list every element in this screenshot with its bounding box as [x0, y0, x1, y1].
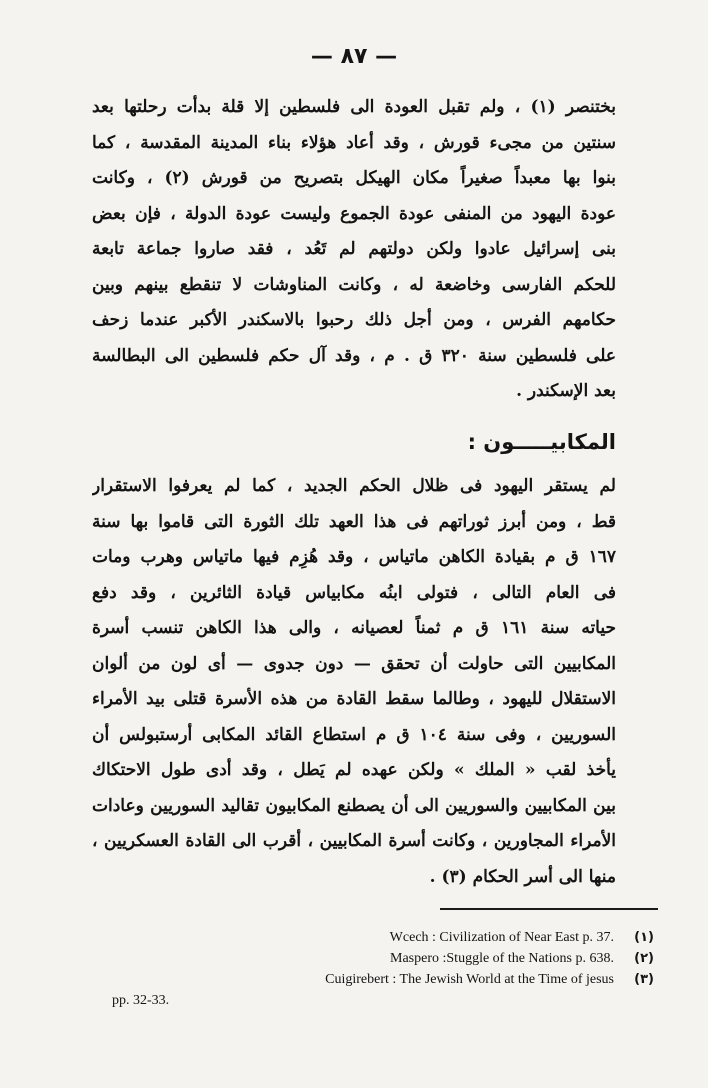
- text-line: فى العام التالى ، فتولى ابنُه مكابياس قيادة الثائرين ، وقد دفع: [92, 582, 616, 603]
- footnote-1: [92, 927, 654, 948]
- footnote-number: (٢): [634, 951, 654, 966]
- text-line: بنوا بها معبداً صغيراً مكان الهيكل بتصريح من قورش (٢) ، وكانت: [92, 168, 616, 188]
- footnote-continuation: pp. 32-33.: [112, 993, 170, 1008]
- page-number: — ٨٧ —: [310, 44, 398, 69]
- text-line: سنتين من مجىء قورش ، وقد أعاد هؤلاء بناء المدينة المقدسة ، كما: [92, 132, 616, 153]
- text-line: حياته سنة ١٦١ ق م ثمناً لعصيانه ، والى هذا الكاهن تنسب أسرة: [92, 618, 616, 638]
- footnote-number: (١): [634, 930, 654, 945]
- section-heading: المكابيـــــون :: [467, 430, 616, 454]
- footnote-number: (٣): [634, 972, 654, 987]
- footnote-text: Cuigirebert : The Jewish World at the Time of jesus: [325, 972, 614, 987]
- text-line: عودة اليهود من المنفى عودة الجموع وليست عودة الدولة ، فإن بعض: [92, 203, 616, 224]
- text-line: حكامهم الفرس ، ومن أجل ذلك رحبوا بالاسكندر الأكبر عندما زحف: [92, 310, 616, 330]
- text-line: الاستقلال لليهود ، وطالما سقط القادة من هذه الأسرة قتلى بيد الأمراء: [92, 689, 616, 709]
- text-line: منها الى أسر الحكام (٣) .: [429, 866, 616, 887]
- text-line: بين المكابيين والسوريين الى أن يصطنع المكابيون تقاليد السوريين وعادات: [92, 795, 616, 816]
- text-line: بنى إسرائيل عادوا ولكن دولتهم لم تَعُد ، فقد صاروا جماعة تابعة: [92, 239, 616, 259]
- text-line: بعد الإسكندر .: [516, 381, 616, 401]
- text-line: السوريين ، وفى سنة ١٠٤ ق م استطاع القائد المكابى أرستبولس أن: [92, 724, 616, 745]
- text-line: لم يستقر اليهود فى ظلال الحكم الجديد ، كما لم يعرفوا الاستقرار: [92, 476, 616, 496]
- footnote-3: [92, 969, 654, 990]
- text-line: قط ، ومن أبرز ثوراتهم فى هذا العهد تلك الثورة التى قاموا بها سنة: [92, 511, 616, 532]
- footnote-text: Maspero :Stuggle of the Nations p. 638.: [390, 951, 614, 966]
- footnote-text: Wcech : Civilization of Near East p. 37.: [389, 930, 614, 945]
- text-line: ١٦٧ ق م بقيادة الكاهن ماتياس ، وقد هُزِم فيها ماتياس وهرب ومات: [92, 547, 616, 567]
- text-line: الأمراء المجاورين ، وكانت أسرة المكابيين ، أقرب الى القادة العسكريين ،: [92, 831, 616, 851]
- paragraph-2: [92, 469, 616, 895]
- text-line: يأخذ لقب « الملك » ولكن عهده لم يَطل ، وقد أدى طول الاحتكاك: [92, 760, 616, 780]
- footnote-divider: [440, 908, 658, 910]
- footnotes: [92, 927, 654, 1011]
- footnote-2: [92, 948, 654, 969]
- text-line: المكابيين التى حاولت أن تحقق — دون جدوى — أى لون من ألوان: [92, 653, 616, 674]
- footnote-continuation-row: [92, 990, 632, 1011]
- text-line: للحكم الفارسى وخاضعة له ، وكانت المناوشات لا تنقطع بينهم وبين: [92, 274, 616, 295]
- text-line: على فلسطين سنة ٣٢٠ ق . م ، وقد آل حكم فلسطين الى البطالسة: [92, 345, 616, 366]
- paragraph-1: [92, 90, 616, 410]
- text-line: بختنصر (١) ، ولم تقبل العودة الى فلسطين إلا قلة بدأت رحلتها بعد: [92, 97, 616, 117]
